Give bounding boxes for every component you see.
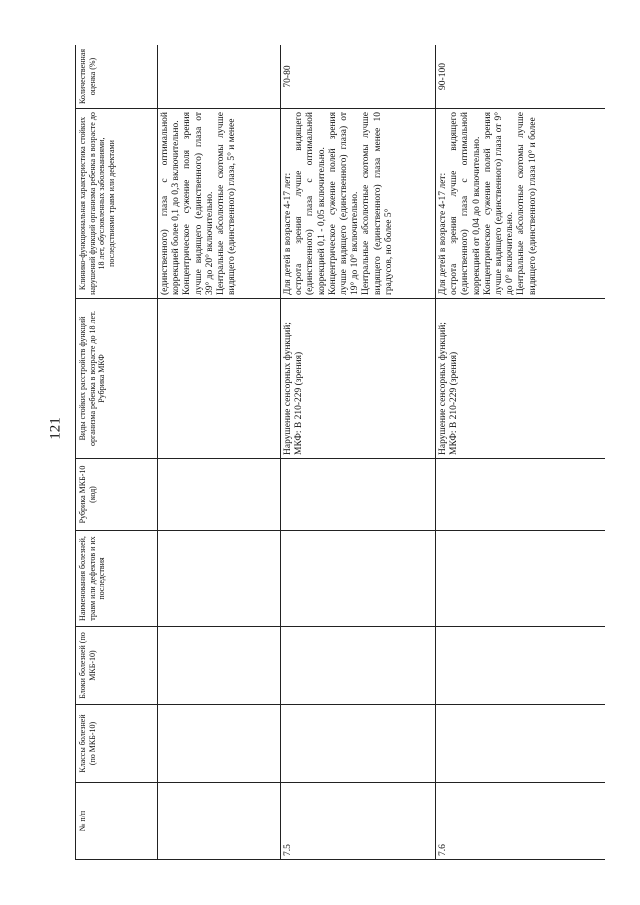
header-blocks: Блоки болезней (по МКБ-10): [76, 627, 158, 705]
characteristic-line: Для детей в возрасте 4-17 лет:: [438, 172, 448, 295]
characteristic-line: Для детей в возрасте 4-17 лет:: [283, 172, 293, 295]
cell-function-types: [158, 299, 281, 459]
cell-characteristics: [281, 109, 436, 299]
characteristic-line: Концентрическое сужение полей зрения лучше видящего (единственного) глаза от 9° до 0° включительно.: [482, 112, 516, 295]
characteristic-line: Концентрическое сужение поля зрения лучше видящего (единственного) глаза от 39° до 20° включительно.: [182, 112, 215, 295]
header-row: [76, 45, 158, 860]
characteristic-line: Центральные абсолютные скотомы лучше видящего (единственного) глаза менее 10 градусов, но более 5°: [361, 112, 394, 295]
cell-blocks: [158, 627, 281, 705]
header-diseases: Наименования болезней, травм или дефектов и их последствия: [76, 531, 158, 627]
header-classes: Классы болезней (по МКБ-10): [76, 705, 158, 783]
header-function-types: Виды стойких расстройств функций организма ребенка в возрасте до 18 лет. Рубрика МКФ: [76, 299, 158, 459]
cell-blocks: [281, 627, 436, 705]
header-index: № п/п: [76, 783, 158, 860]
cell-diseases: [281, 531, 436, 627]
table-row: [281, 45, 436, 860]
cell-blocks: [436, 627, 606, 705]
cell-classes: [158, 705, 281, 783]
cell-characteristics: [436, 109, 606, 299]
cell-classes: [436, 705, 606, 783]
table-row: [158, 45, 281, 860]
table-rotation-frame: [75, 45, 605, 860]
page-number: 121: [47, 417, 64, 440]
cell-index: [158, 783, 281, 860]
header-icd-code: Рубрика МКБ-10 (код): [76, 459, 158, 531]
cell-icd-code: [281, 459, 436, 531]
cell-score: [158, 45, 281, 109]
cell-score: 70-80: [281, 45, 436, 109]
cell-score: 90-100: [436, 45, 606, 109]
cell-icd-code: [436, 459, 606, 531]
header-score: Количественная оценка (%): [76, 45, 158, 109]
cell-function-types: Нарушение сенсорных функций; МКФ: B 210-229 (зрения): [436, 299, 606, 459]
cell-index: 7.6: [436, 783, 606, 860]
cell-icd-code: [158, 459, 281, 531]
characteristic-line: Центральные абсолютные скотомы лучше видящего (единственного) глаза 10° и более: [516, 112, 538, 295]
characteristic-line: острота зрения лучше видящего (единственного) глаза с оптимальной коррекцией 0,1 - 0,05 включительно.: [294, 112, 327, 295]
header-characteristics: Клинико-функциональная характеристика стойких нарушений функций организма ребенка в возрасте до 18 лет, обусловленных заболеваниями, последствиями травм или дефектами: [76, 109, 158, 299]
cell-characteristics: [158, 109, 281, 299]
characteristic-line: Центральные абсолютные скотомы лучше видящего (единственного) глаза, 5° и менее: [216, 112, 238, 295]
characteristic-line: Концентрическое сужение полей зрения лучше видящего (единственного) глаза) от 19° до 10° включительно.: [327, 112, 361, 295]
table-row: [436, 45, 606, 860]
characteristic-line: острота зрения лучше видящего (единственного) глаза с оптимальной коррекцией от 0,04 до 0 включительно.: [449, 112, 482, 295]
cell-diseases: [158, 531, 281, 627]
cell-classes: [281, 705, 436, 783]
cell-function-types: Нарушение сенсорных функций; МКФ: B 210-229 (зрения): [281, 299, 436, 459]
cell-diseases: [436, 531, 606, 627]
cell-index: 7.5: [281, 783, 436, 860]
disability-criteria-table: [75, 45, 605, 860]
characteristic-line: (единственного) глаза с оптимальной коррекцией более 0,1 до 0,3 включительно.: [160, 112, 182, 295]
